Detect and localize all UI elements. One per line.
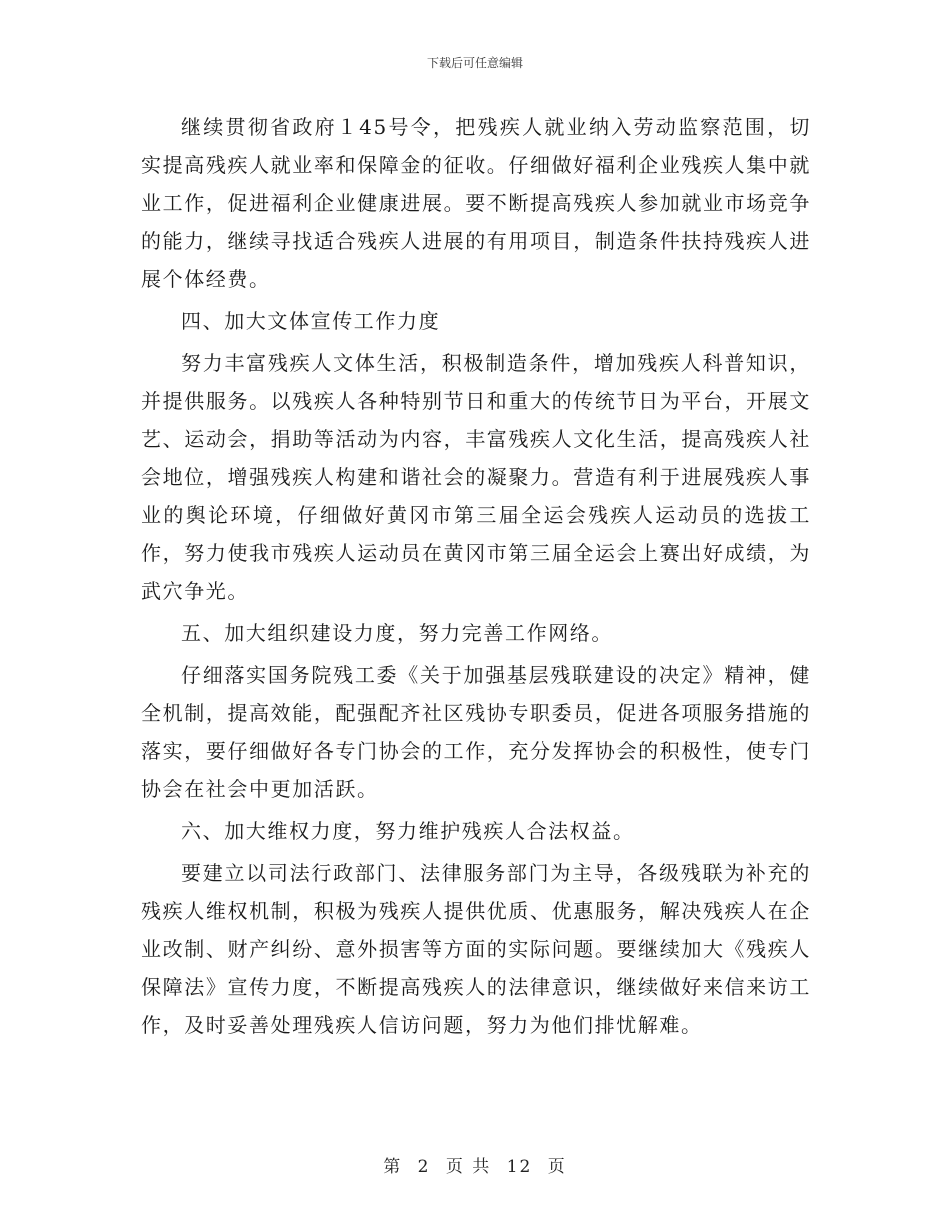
section-heading-culture: 四、加大文体宣传工作力度 [181, 309, 441, 333]
section-heading-rights: 六、加大维权力度，努力维护残疾人合法权益。 [181, 819, 635, 843]
footer-total-pages: 12 [506, 1157, 533, 1177]
footer-suffix: 页 [547, 1157, 567, 1177]
paragraph-employment: 继续贯彻省政府１45号令，把残疾人就业纳入劳动监察范围，切实提高残疾人就业率和保障金的征收。仔细做好福利企业残疾人集中就业工作，促进福利企业健康进展。要不断提高残疾人参加就业市场竞争的能力，继续寻找适合残疾人进展的有用项目，制造条件扶持残疾人进展个体经费。 [141, 115, 811, 291]
document-body [141, 108, 811, 1048]
footer-middle: 页 共 [445, 1157, 492, 1177]
section-heading-organization: 五、加大组织建设力度，努力完善工作网络。 [181, 621, 613, 645]
paragraph-culture: 努力丰富残疾人文体生活，积极制造条件，增加残疾人科普知识，并提供服务。以残疾人各种特别节日和重大的传统节日为平台，开展文艺、运动会，捐助等活动为内容，丰富残疾人文化生活，提高残疾人社会地位，增强残疾人构建和谐社会的凝聚力。营造有利于进展残疾人事业的舆论环境，仔细做好黄冈市第三届全运会残疾人运动员的选拔工作，努力使我市残疾人运动员在黄冈市第三届全运会上赛出好成绩，为武穴争光。 [141, 351, 811, 603]
header-note: 下载后可任意编辑 [426, 56, 523, 70]
page-footer [0, 1152, 950, 1177]
footer-prefix: 第 [383, 1157, 403, 1177]
footer-page-number: 2 [417, 1157, 431, 1177]
paragraph-organization: 仔细落实国务院残工委《关于加强基层残联建设的决定》精神，健全机制，提高效能，配强配齐社区残协专职委员，促进各项服务措施的落实，要仔细做好各专门协会的工作，充分发挥协会的积极性，使专门协会在社会中更加活跃。 [141, 663, 811, 801]
paragraph-rights: 要建立以司法行政部门、法律服务部门为主导，各级残联为补充的残疾人维权机制，积极为残疾人提供优质、优惠服务，解决残疾人在企业改制、财产纠纷、意外损害等方面的实际问题。要继续加大《残疾人保障法》宣传力度，不断提高残疾人的法律意识，继续做好来信来访工作，及时妥善处理残疾人信访问题，努力为他们排忧解难。 [141, 861, 811, 1037]
